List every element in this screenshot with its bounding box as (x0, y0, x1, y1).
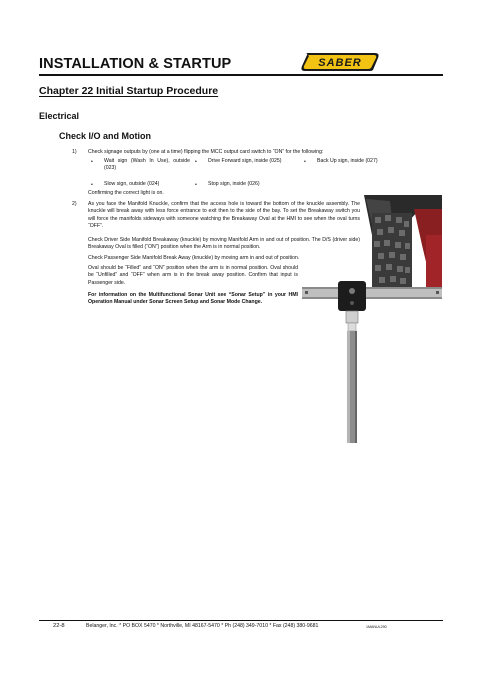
svg-text:SABER: SABER (318, 57, 362, 69)
step-2-sonar-note: For information on the Multifunctional Sonar Unit see “Sonar Setup” in your HMI Operation Manual under Sonar Screen Setup and Sonar Mode Change. (88, 292, 298, 306)
section-title: Electrical (39, 111, 80, 121)
subsection-title: Check I/O and Motion (59, 131, 152, 141)
saber-logo (299, 51, 381, 73)
bullet-stop-sign: Stop sign, inside (026) (208, 181, 260, 187)
step-2-number: 2) (72, 201, 77, 207)
manifold-knuckle-illustration (302, 195, 442, 445)
step-2-paragraph-3: Check Passenger Side Manifold Break Away (knuckle) by moving arm in and out of position. (88, 255, 300, 261)
bullet-icon: • (304, 159, 306, 165)
bullet-icon: • (91, 182, 93, 188)
bullet-icon: • (195, 182, 197, 188)
page-number: 22-8 (53, 623, 65, 629)
footer-rule (39, 620, 443, 621)
bullet-drive-forward: Drive Forward sign, inside (025) (208, 158, 282, 164)
header-rule (39, 74, 443, 76)
footer-doc-code: 1MANUL290 (366, 625, 387, 629)
step-2-paragraph-2: Check Driver Side Manifold Breakaway (knuckle) by moving Manifold Arm in and out of position. The D/S (driver side) Breakaway Oval is filled (“ON”) position when the Arm is in normal position. (88, 237, 360, 251)
bullet-icon: • (195, 159, 197, 165)
step-2-paragraph-4: Oval should be “Filled” and “ON” position when the arm is in normal position. Oval should be “Unfilled” and “OFF” when arm is in the break away position. Confirm that input is Passenger side. (88, 265, 298, 286)
bullet-slow-sign: Slow sign, outside (024) (104, 181, 160, 187)
step-2-paragraph-1: As you face the Manifold Knuckle, confirm that the access hole is toward the bottom of the knuckle assembly. The knuckle will break away with less force entrance to exit then to the side of the bay. To set the Breakaway switch you will force the manifolds sideways with someone watching the Breakaway Oval at the HMI to see when the oval turns “OFF”. (88, 201, 360, 230)
step-1-text: Check signage outputs by (one at a time) flipping the MCC output card switch to “ON” for the following: (88, 149, 324, 155)
step-1-confirm: Confirming the correct light is on. (88, 190, 164, 196)
chapter-title: Chapter 22 Initial Startup Procedure (39, 85, 219, 97)
page-header-title: INSTALLATION & STARTUP (39, 56, 232, 72)
bullet-icon: • (91, 159, 93, 165)
bullet-back-up: Back Up sign, inside (027) (317, 158, 378, 164)
bullet-wait-sign: Wait sign (Wash In Use), outside (023) (104, 158, 190, 172)
step-1-number: 1) (72, 149, 77, 155)
footer-contact: Belanger, Inc. * PO BOX 5470 * Northville, MI 48167-5470 * Ph (248) 349-7010 * Fax (248) 380-9681 (86, 623, 319, 629)
